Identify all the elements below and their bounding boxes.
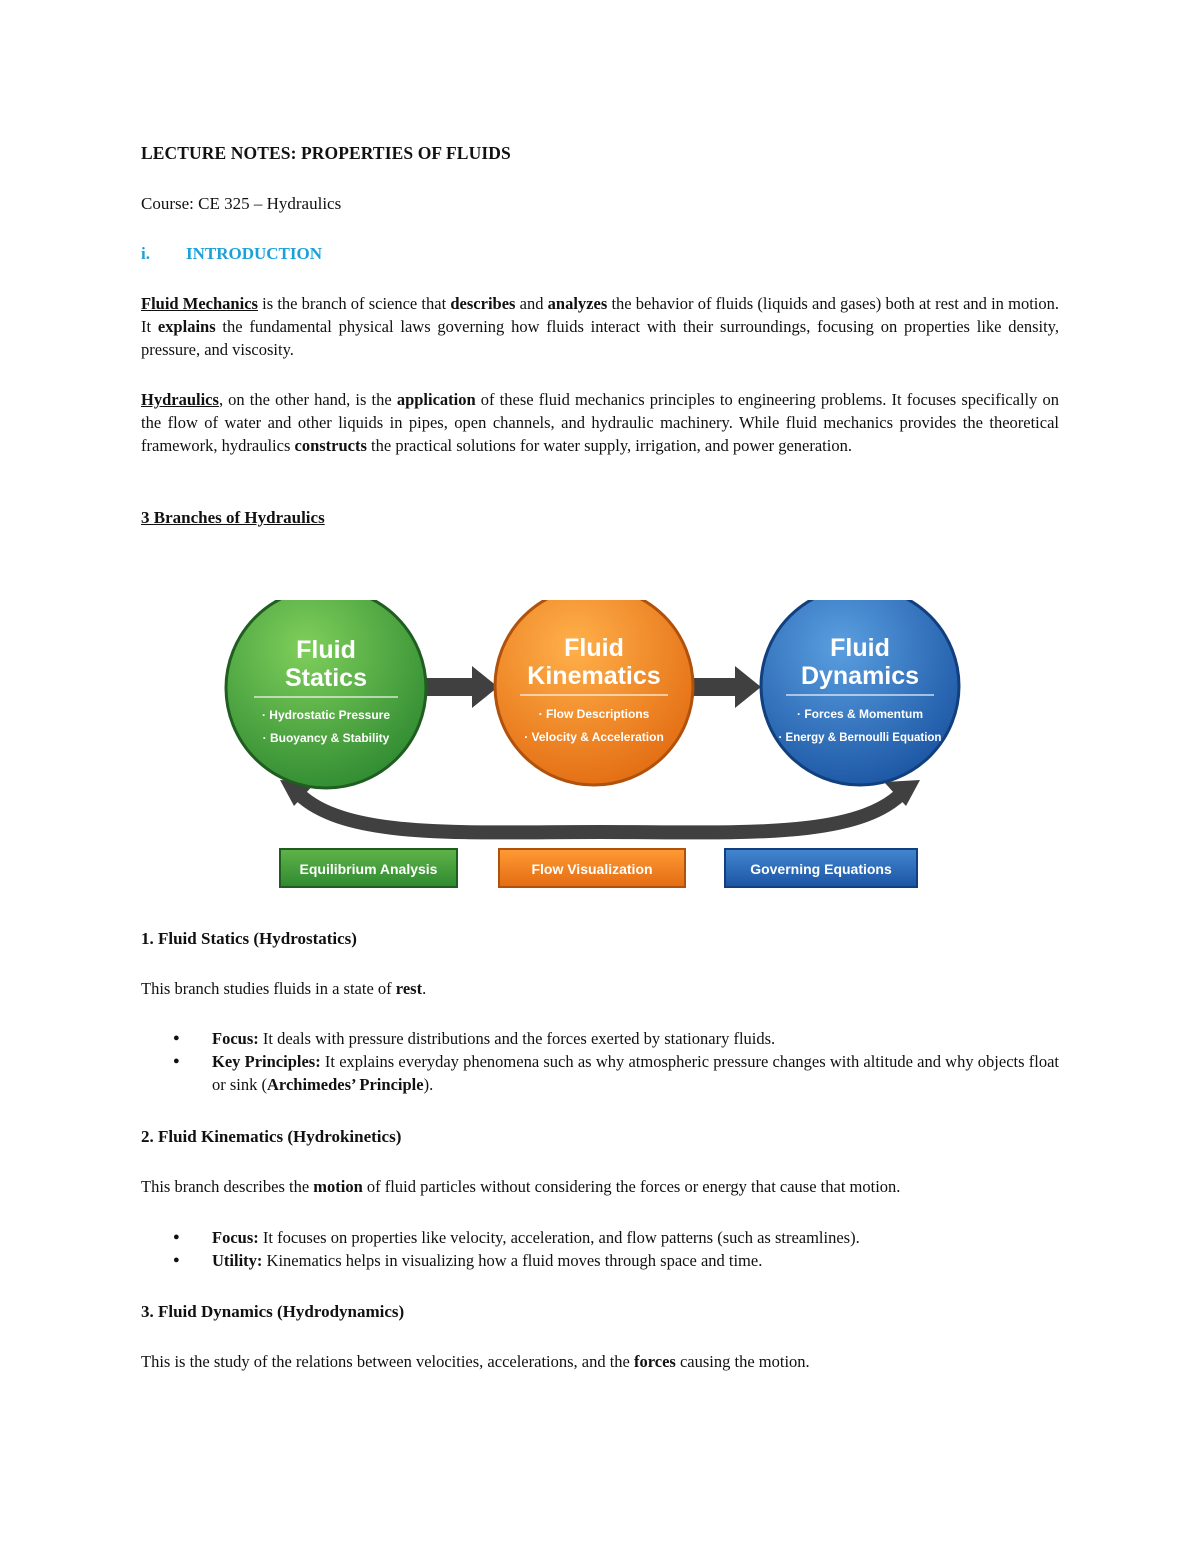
section-1-heading: 1. Fluid Statics (Hydrostatics) xyxy=(141,929,357,948)
return-arrow xyxy=(295,790,905,832)
course-label: Course: xyxy=(141,194,194,213)
section-1-text xyxy=(141,977,1059,1000)
s2-text-pre: This branch describes the xyxy=(141,1177,314,1196)
list-item xyxy=(141,1027,1059,1050)
p1-bold-1: describes xyxy=(450,294,516,313)
intro-paragraph-fluid-mechanics xyxy=(141,292,1059,361)
branches-heading: 3 Branches of Hydraulics xyxy=(141,508,325,527)
bullet-text: Kinematics helps in visualizing how a fluid moves through space and time. xyxy=(262,1251,763,1270)
section-2-text xyxy=(141,1175,1059,1198)
bullet-bold: Archimedes’ Principle xyxy=(267,1075,424,1094)
circle-1-title-2: Statics xyxy=(285,664,367,692)
circle-3-title-2: Dynamics xyxy=(800,662,920,690)
bullet-label: Focus: xyxy=(212,1228,259,1247)
course-value: CE 325 – Hydraulics xyxy=(198,194,342,213)
box-governing-equations xyxy=(725,849,917,887)
s3-text-pre: This is the study of the relations between velocities, accelerations, and the xyxy=(141,1352,635,1371)
arrow-kinematics-to-dynamics-head xyxy=(735,666,761,708)
section-1-bullets xyxy=(141,1027,1059,1096)
s1-text-post: . xyxy=(422,979,427,998)
branches-diagram xyxy=(220,600,980,895)
intro-paragraph-hydraulics xyxy=(141,388,1059,457)
box-3-label: Governing Equations xyxy=(750,861,892,877)
s1-text-pre: This branch studies fluids in a state of xyxy=(141,979,396,998)
intro-number: i. xyxy=(141,244,150,263)
bullet-label: Utility: xyxy=(212,1251,263,1270)
circle-3-item-2: · Energy & Bernoulli Equation xyxy=(778,732,942,744)
bullet-label: Focus: xyxy=(212,1029,259,1048)
box-flow-visualization xyxy=(499,849,685,887)
bullet-text-end: ). xyxy=(423,1075,434,1094)
box-2-label: Flow Visualization xyxy=(531,861,653,877)
intro-heading xyxy=(141,242,1059,265)
p2-text-3: the practical solutions for water supply, irrigation, and power generation. xyxy=(366,436,852,455)
course-line xyxy=(141,192,1059,215)
bullet-label: Key Principles: xyxy=(212,1052,321,1071)
p1-text-3: the behavior of fluids (liquids and gases) both at rest and in motion. It xyxy=(141,294,1059,336)
s1-text-bold: rest xyxy=(395,979,423,998)
p2-bold-2: constructs xyxy=(294,436,367,455)
list-item xyxy=(141,1050,1059,1096)
circle-1-item-2: · Buoyancy & Stability xyxy=(262,731,390,745)
page-title: LECTURE NOTES: PROPERTIES OF FLUIDS xyxy=(141,143,511,163)
p1-text-4: the fundamental physical laws governing how fluids interact with their surroundings, focusing on properties like density, pressure, and viscosity. xyxy=(141,317,1059,359)
p1-bold-3: explains xyxy=(157,317,216,336)
bullet-text: It explains everyday phenomena such as why atmospheric pressure changes with altitude and why objects float or sink ( xyxy=(212,1052,1059,1094)
p1-text-2: and xyxy=(515,294,548,313)
s3-text-post: causing the motion. xyxy=(675,1352,810,1371)
p1-text-1: is the branch of science that xyxy=(257,294,451,313)
intro-heading-text: INTRODUCTION xyxy=(186,244,323,263)
s3-text-bold: forces xyxy=(634,1352,676,1371)
s2-text-post: of fluid particles without considering the forces or energy that cause that motion. xyxy=(362,1177,901,1196)
circle-3-title-1: Fluid xyxy=(830,634,890,662)
circle-fluid-kinematics xyxy=(495,600,693,785)
list-item xyxy=(141,1226,1059,1249)
circle-1-title-1: Fluid xyxy=(296,636,356,664)
circle-fluid-statics xyxy=(226,600,426,788)
p2-bold-1: application xyxy=(396,390,476,409)
term-fluid-mechanics: Fluid Mechanics xyxy=(141,294,258,313)
section-3-text xyxy=(141,1350,1059,1373)
circle-2-title-2: Kinematics xyxy=(527,662,661,690)
circle-2-item-1: · Flow Descriptions xyxy=(538,707,650,721)
section-2-heading: 2. Fluid Kinematics (Hydrokinetics) xyxy=(141,1127,402,1146)
p1-bold-2: analyzes xyxy=(547,294,608,313)
box-1-label: Equilibrium Analysis xyxy=(299,861,438,877)
section-2-bullets xyxy=(141,1226,1059,1272)
circle-2-title-1: Fluid xyxy=(564,634,624,662)
box-equilibrium-analysis xyxy=(280,849,457,887)
term-hydraulics: Hydraulics xyxy=(141,390,219,409)
circle-3-item-1: · Forces & Momentum xyxy=(796,707,924,721)
arrow-kinematics-to-dynamics-shaft xyxy=(690,678,742,696)
p2-text-2: of these fluid mechanics principles to engineering problems. It focuses specifically on the flow of water and other liquids in pipes, open channels, and hydraulic machinery. While fluid mechanics provides the theoretical framework, hydraulics xyxy=(141,390,1059,455)
bullet-text: It focuses on properties like velocity, acceleration, and flow patterns (such as streamlines). xyxy=(258,1228,860,1247)
bullet-text: It deals with pressure distributions and the forces exerted by stationary fluids. xyxy=(258,1029,776,1048)
circle-2-item-2: · Velocity & Acceleration xyxy=(524,730,664,744)
circle-fluid-dynamics xyxy=(761,600,959,785)
p2-text-1: , on the other hand, is the xyxy=(218,390,397,409)
list-item xyxy=(141,1249,1059,1272)
section-3-heading: 3. Fluid Dynamics (Hydrodynamics) xyxy=(141,1302,405,1321)
circle-1-item-1: · Hydrostatic Pressure xyxy=(261,708,391,722)
s2-text-bold: motion xyxy=(313,1177,363,1196)
